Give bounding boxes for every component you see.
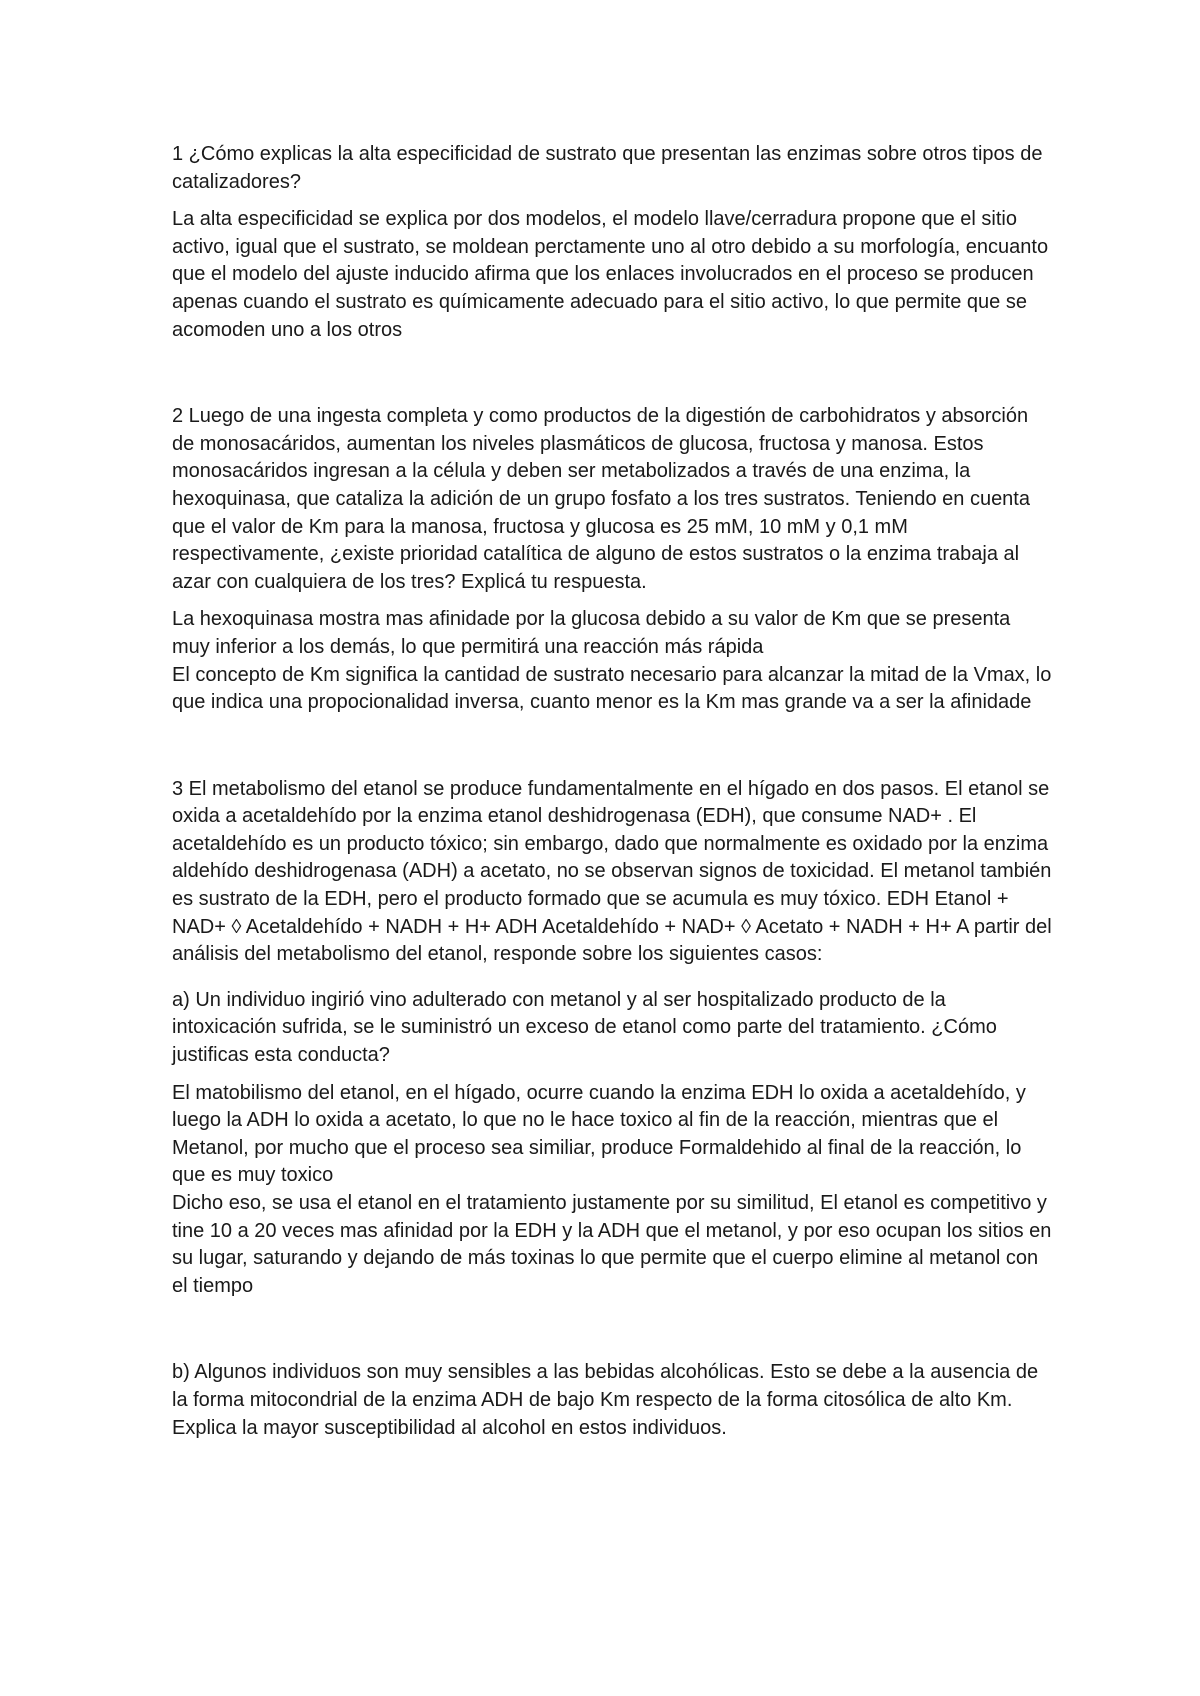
question-3-intro: 3 El metabolismo del etanol se produce fundamentalmente en el hígado en dos pasos. El etanol se oxida a acetaldehído por la enzima etanol deshidrogenasa (EDH), que consume NAD+ . El acetaldehído es un producto tóxico; sin embargo, dado que normalmente es oxidado por la enzima aldehído deshidrogenasa (ADH) a acetato, no se observan signos de toxicidad. El metanol también es sustrato de la EDH, pero el producto formado que se acumula es muy tóxico. EDH Etanol + NAD+ ◊ Acetaldehído + NADH + H+ ADH Acetaldehído + NAD+ ◊ Acetato + NADH + H+ A partir del análisis del metabolismo del etanol, responde sobre los siguientes casos: bbox=[172, 777, 1052, 966]
answer-3a-paragraph-1: El matobilismo del etanol, en el hígado, ocurre cuando la enzima EDH lo oxida a acetaldehído, y luego la ADH lo oxida a acetato, lo que no le hace toxico al fin de la reacción, mientras que el Metanol, por mucho que el proceso sea similiar, produce Formaldehido al final de la reacción, lo que es muy toxico bbox=[172, 1081, 1026, 1187]
question-3a: a) Un individuo ingirió vino adulterado con metanol y al ser hospitalizado producto de la intoxicación sufrida, se le suministró un exceso de etanol como parte del tratamiento. ¿Cómo justificas esta conducta? bbox=[172, 988, 997, 1067]
answer-3a-paragraph-2: Dicho eso, se usa el etanol en el tratamiento justamente por su similitud, El etanol es competitivo y tine 10 a 20 veces mas afinidad por la EDH y la ADH que el metanol, y por eso ocupan los sitios en su lugar, saturando y dejando de más toxinas lo que permite que el cuerpo elimine al metanol con el tiempo bbox=[172, 1192, 1052, 1297]
question-1: 1 ¿Cómo explicas la alta especificidad de sustrato que presentan las enzimas sobre otros tipos de catalizadores? bbox=[172, 143, 1043, 193]
answer-2-paragraph-1: La hexoquinasa mostra mas afinidade por la glucosa debido a su valor de Km que se presenta muy inferior a los demás, lo que permitirá una reacción más rápida bbox=[172, 608, 1011, 658]
question-2: 2 Luego de una ingesta completa y como productos de la digestión de carbohidratos y absorción de monosacáridos, aumentan los niveles plasmáticos de glucosa, fructosa y manosa. Estos monosacáridos ingresan a la célula y deben ser metabolizados a través de una enzima, la hexoquinasa, que cataliza la adición de un grupo fosfato a los tres sustratos. Teniendo en cuenta que el valor de Km para la manosa, fructosa y glucosa es 25 mM, 10 mM y 0,1 mM respectivamente, ¿existe prioridad catalítica de alguno de estos sustratos o la enzima trabaja al azar con cualquiera de los tres? Explicá tu respuesta. bbox=[172, 405, 1030, 593]
question-3b: b) Algunos individuos son muy sensibles a las bebidas alcohólicas. Esto se debe a la ausencia de la forma mitocondrial de la enzima ADH de bajo Km respecto de la forma citosólica de alto Km. Explica la mayor susceptibilidad al alcohol en estos individuos. bbox=[172, 1361, 1039, 1439]
answer-1: La alta especificidad se explica por dos modelos, el modelo llave/cerradura propone que el sitio activo, igual que el sustrato, se moldean perctamente uno al otro debido a su morfología, encuanto que el modelo del ajuste inducido afirma que los enlaces involucrados en el proceso se producen apenas cuando el sustrato es químicamente adecuado para el sitio activo, lo que permite que se acomoden uno a los otros bbox=[172, 208, 1049, 341]
answer-2-paragraph-2: El concepto de Km significa la cantidad de sustrato necesario para alcanzar la mitad de la Vmax, lo que indica una propocionalidad inversa, cuanto menor es la Km mas grande va a ser la afinidade bbox=[172, 663, 1052, 714]
document-body bbox=[172, 141, 1052, 1442]
